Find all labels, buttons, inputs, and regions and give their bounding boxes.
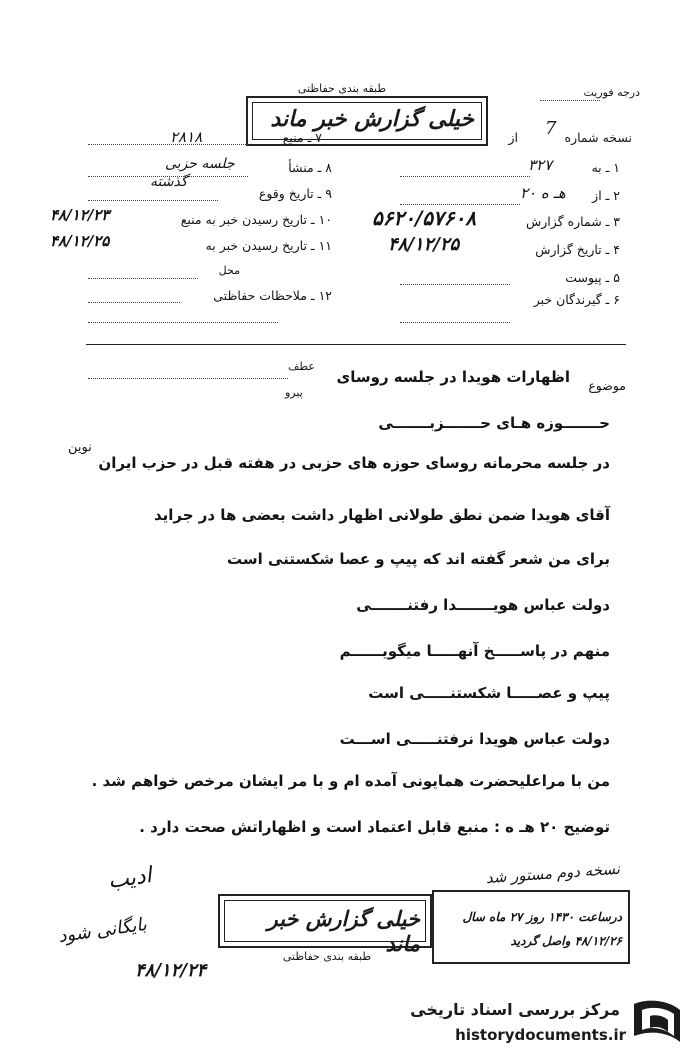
- field-to-dots: [400, 176, 530, 177]
- copy-label: نسخه شماره: [564, 130, 632, 145]
- priority-label: درجه فوریت: [583, 86, 640, 99]
- field-place-dots: [88, 278, 198, 279]
- field-report-date-value: ۴۸/۱۲/۲۵: [388, 234, 460, 255]
- body-line: حـــــــوزه هـای حـــــــزبـــــــی: [378, 414, 610, 432]
- field-origin-label: ۸ ـ منشأ: [288, 160, 332, 175]
- field-to-label: ۱ ـ به: [591, 160, 620, 175]
- body-line: در جلسه محرمانه روسای حوزه های حزبی در هفته قبل در حزب ایران: [98, 454, 610, 472]
- bottom-handwritten-note: نسخه دوم مستور شد: [485, 859, 621, 888]
- field-security-notes-dots: [88, 302, 180, 303]
- received-line-1: درساعت ۱۴۳۰ روز ۲۷ ماه سال: [462, 910, 622, 924]
- left-handwritten-note: بایگانی شود: [56, 913, 149, 948]
- body-line: دولت عباس هویدا نرفتنـــــی اســـت: [339, 730, 610, 748]
- field-source-receipt-value: ۴۸/۱۲/۲۳: [50, 206, 110, 224]
- top-classification: طبقه بندی حفاظتی: [297, 82, 387, 95]
- field-recipients-dots: [400, 322, 510, 323]
- signature: ادیب: [106, 863, 154, 894]
- field-occurrence-dots: [88, 200, 218, 201]
- field-place-label: محل: [218, 264, 240, 277]
- field-origin-value: جلسه حزبی: [165, 156, 235, 172]
- received-box: [432, 890, 630, 964]
- field-attachment-label: ۵ ـ پیوست: [565, 270, 620, 285]
- header-divider: [86, 344, 626, 345]
- received-line-2: ۴۸/۱۲/۲۶ واصل گردید: [510, 934, 622, 948]
- watermark-title: مرکز بررسی اسناد تاریخی: [410, 1000, 620, 1019]
- bottom-stamp: [218, 894, 432, 956]
- field-report-number-value: ۵۶۲۰/۵۷۶۰۸: [372, 206, 476, 230]
- subject-label: موضوع: [588, 378, 626, 393]
- field-security-notes-dots-2: [88, 322, 278, 323]
- top-stamp-text: خیلی گزارش خبر ماند: [270, 106, 474, 132]
- left-handwritten-date: ۴۸/۱۲/۲۴: [135, 960, 207, 981]
- priority-dots: [540, 100, 600, 101]
- subject-text: اظهارات هویدا در جلسه روسای: [336, 368, 570, 386]
- field-from-label: ۲ ـ از: [592, 188, 620, 203]
- doc-number-dots: [88, 144, 248, 145]
- subject-peyro: پیرو: [285, 386, 303, 399]
- doc-number: ۲۸۱۸: [170, 128, 203, 146]
- field-recipients-label: ۶ ـ گیرندگان خبر: [533, 292, 620, 307]
- watermark-logo-icon: [628, 996, 684, 1050]
- field-source-receipt-label: ۱۰ ـ تاریخ رسیدن خبر به منبع: [180, 212, 332, 227]
- body-line: من با مراعلیحضرت همایونی آمده ام و با مر ایشان مرخص خواهم شد .: [91, 772, 610, 790]
- body-line: دولت عباس هویـــــــدا رفتنـــــــی: [356, 596, 610, 614]
- copy-from: از: [508, 130, 518, 145]
- copy-handwritten: 7: [545, 118, 557, 139]
- field-attachment-dots: [400, 284, 510, 285]
- body-line: توضیح ۲۰ هـ ه : منبع قابل اعتماد است و اظهاراتش صحت دارد .: [139, 818, 610, 836]
- body-line: آقای هویدا ضمن نطق طولانی اظهار داشت بعضی ها در جراید: [153, 506, 610, 524]
- field-report-number-label: ۳ ـ شماره گزارش: [525, 214, 620, 229]
- body-line: منهم در پاســـــخ آنهـــــا میگویــــــم: [339, 642, 610, 660]
- field-occurrence-label: ۹ ـ تاریخ وقوع: [258, 186, 332, 201]
- bottom-stamp-text: خیلی گزارش خبر ماند: [267, 906, 420, 956]
- watermark-url: historydocuments.ir: [455, 1026, 626, 1044]
- field-report-date-label: ۴ ـ تاریخ گزارش: [535, 242, 620, 257]
- body-line: برای من شعر گفته اند که پیپ و عصا شکستنی است: [227, 550, 610, 568]
- body-line: پیپ و عصـــــا شکستنـــــی است: [368, 684, 610, 702]
- field-from-dots: [400, 204, 520, 205]
- subject-atf: عطف: [288, 360, 315, 373]
- field-security-notes-label: ۱۲ ـ ملاحظات حفاظتی: [213, 288, 332, 303]
- field-occurrence-value: گذشته: [150, 174, 188, 190]
- field-receipt-label: ۱۱ ـ تاریخ رسیدن خبر به: [205, 238, 332, 253]
- bottom-classification: طبقه بندی حفاظتی: [282, 950, 372, 963]
- field-to-value: ۳۲۷: [528, 156, 553, 174]
- subject-atf-dots: [88, 378, 288, 379]
- annotation-novin: نوین: [68, 440, 92, 455]
- field-receipt-value: ۴۸/۱۲/۲۵: [50, 232, 110, 250]
- copy-tail: ۷ ـ منبع: [282, 130, 322, 145]
- field-from-value: ۲۰ هـ ه: [520, 184, 566, 202]
